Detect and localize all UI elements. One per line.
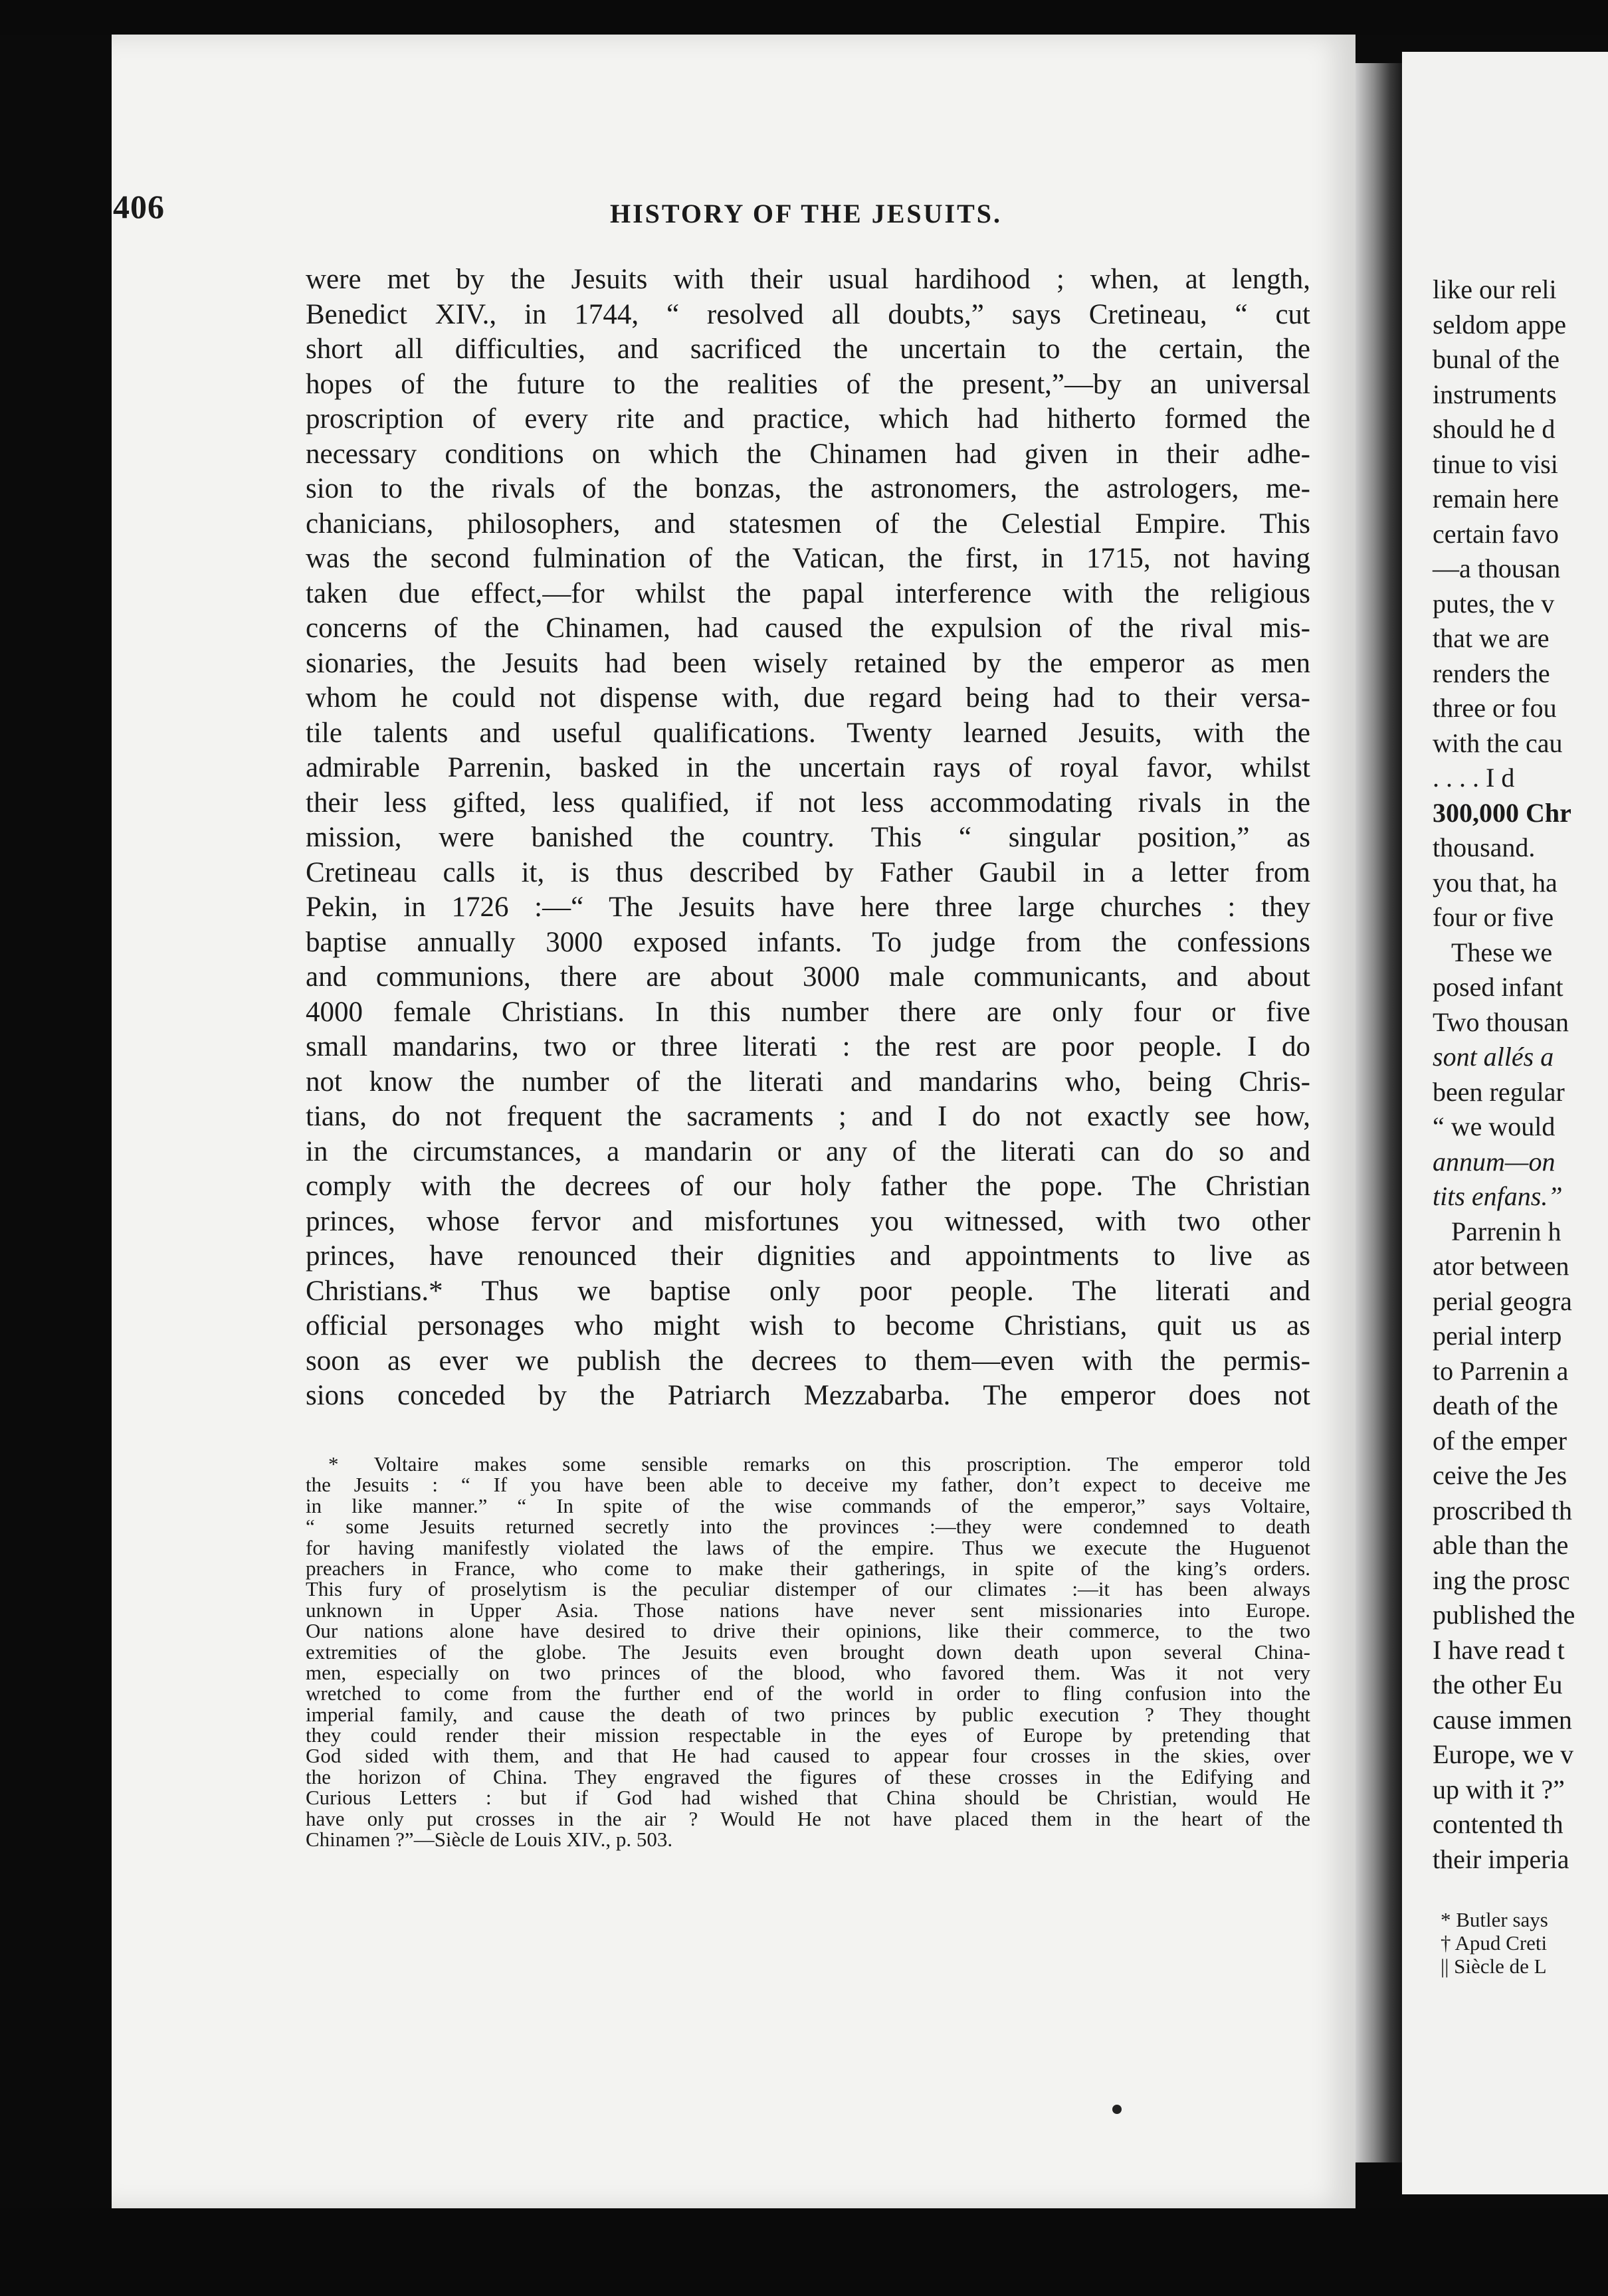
- footnote-line: men, especially on two princes of the blood, who favored them. Was it not very: [306, 1660, 1310, 1684]
- body-line: their less gifted, less qualified, if not less accommodating rivals in the: [306, 787, 1310, 818]
- facing-line: been regular: [1433, 1076, 1565, 1107]
- body-line: tians, do not frequent the sacraments ; and I do not exactly see how,: [306, 1101, 1310, 1132]
- footnote-line: unknown in Upper Asia. Those nations have never sent missionaries into Europe.: [306, 1598, 1310, 1622]
- facing-line: up with it ?”: [1433, 1774, 1565, 1804]
- body-line: 4000 female Christians. In this number there are only four or five: [306, 996, 1310, 1028]
- body-line: chanicians, philosophers, and statesmen of the Celestial Empire. This: [306, 508, 1310, 539]
- body-line: sions conceded by the Patriarch Mezzabarba. The emperor does not: [306, 1380, 1310, 1411]
- footnote-line: * Voltaire makes some sensible remarks on this proscription. The emperor told: [328, 1452, 1310, 1476]
- facing-line: renders the: [1433, 658, 1550, 688]
- facing-page-footnotes: [1441, 1908, 1548, 1978]
- facing-line: ing the prosc: [1433, 1565, 1570, 1595]
- footnote-line: have only put crosses in the air ? Would He not have placed them in the heart of the: [306, 1806, 1310, 1830]
- running-head: HISTORY OF THE JESUITS.: [610, 199, 1002, 229]
- facing-line: of the emper: [1433, 1425, 1567, 1456]
- facing-line: Two thousan: [1433, 1006, 1569, 1037]
- body-line: Benedict XIV., in 1744, “ resolved all doubts,” says Cretineau, “ cut: [306, 298, 1310, 330]
- body-line: mission, were banished the country. This “ singular position,” as: [306, 822, 1310, 853]
- facing-line: cause immen: [1433, 1704, 1572, 1735]
- scan-border-top: [0, 0, 1608, 35]
- body-line: Pekin, in 1726 :—“ The Jesuits have here three large churches : they: [306, 892, 1310, 923]
- page-number: 406: [113, 188, 165, 225]
- body-line: comply with the decrees of our holy father the pope. The Christian: [306, 1171, 1310, 1202]
- facing-line: —a thousan: [1433, 553, 1561, 583]
- body-line: sionaries, the Jesuits had been wisely retained by the emperor as men: [306, 647, 1310, 679]
- footnote-line: “ some Jesuits returned secretly into the provinces :—they were condemned to death: [306, 1515, 1310, 1539]
- footnote-line: in like manner.” “ In spite of the wise commands of the emperor,” says Voltaire,: [306, 1493, 1310, 1517]
- facing-line: ator between: [1433, 1251, 1569, 1281]
- footnote-line: This fury of proselytism is the peculiar distemper of our climates :—it has been always: [306, 1577, 1310, 1601]
- facing-footnote-line: || Siècle de L: [1441, 1955, 1547, 1978]
- body-line: were met by the Jesuits with their usual hardihood ; when, at length,: [306, 264, 1310, 295]
- body-line: taken due effect,—for whilst the papal interference with the religious: [306, 577, 1310, 609]
- footnote-line: Curious Letters : but if God had wished that China should be Christian, would He: [306, 1786, 1310, 1810]
- facing-line: instruments: [1433, 379, 1557, 409]
- facing-line: posed infant: [1433, 972, 1563, 1002]
- footnote-line: Our nations alone have desired to drive their opinions, like their commerce, to the two: [306, 1619, 1310, 1643]
- facing-line: remain here: [1433, 484, 1559, 514]
- facing-line: sont allés a: [1433, 1042, 1554, 1072]
- facing-line: the other Eu: [1433, 1670, 1563, 1699]
- facing-line: perial interp: [1433, 1321, 1562, 1351]
- body-line: necessary conditions on which the Chinamen had given in their adhe-: [306, 438, 1310, 470]
- facing-line: published the: [1433, 1600, 1575, 1630]
- facing-line: Europe, we v: [1433, 1739, 1574, 1769]
- facing-line: you that, ha: [1433, 867, 1558, 898]
- body-line: princes, whose fervor and misfortunes you witnessed, with two other: [306, 1205, 1310, 1237]
- facing-footnote-line: † Apud Creti: [1441, 1931, 1548, 1955]
- facing-line: certain favo: [1433, 518, 1559, 549]
- facing-line: like our reli: [1433, 274, 1557, 304]
- footnote-line: Chinamen ?”—Siècle de Louis XIV., p. 503.: [306, 1828, 673, 1852]
- body-line: admirable Parrenin, basked in the uncertain rays of royal favor, whilst: [306, 752, 1310, 783]
- facing-line: able than the: [1433, 1530, 1569, 1560]
- facing-line: tinue to visi: [1433, 448, 1558, 479]
- body-line: in the circumstances, a mandarin or any of the literati can do so and: [306, 1135, 1310, 1167]
- facing-line: tits enfans.”: [1433, 1181, 1563, 1211]
- facing-line: thousand.: [1433, 832, 1536, 862]
- facing-line: ceive the Jes: [1433, 1460, 1567, 1490]
- footnote-line: they could render their mission respectable in the eyes of Europe by pretending that: [306, 1723, 1310, 1747]
- facing-line: I have read t: [1433, 1634, 1565, 1665]
- facing-line: to Parrenin a: [1433, 1355, 1569, 1386]
- body-line: hopes of the future to the realities of the present,”—by an universal: [306, 368, 1310, 400]
- facing-line: putes, the v: [1433, 588, 1555, 619]
- body-line: sion to the rivals of the bonzas, the astronomers, the astrologers, me-: [306, 473, 1310, 504]
- facing-footnote-line: * Butler says: [1441, 1908, 1548, 1931]
- body-line: not know the number of the literati and mandarins who, being Chris-: [306, 1066, 1310, 1098]
- footnote-line: preachers in France, who come to make their gatherings, in spite of the king’s orders.: [306, 1556, 1310, 1580]
- footnote-line: imperial family, and cause the death of two princes by public execution ? They thought: [306, 1702, 1310, 1726]
- facing-line: four or five: [1433, 902, 1554, 932]
- book-gutter: [1356, 63, 1402, 2162]
- facing-line: annum—on: [1433, 1146, 1556, 1177]
- footnote: [306, 1454, 1310, 1850]
- scan-border-bottom: [0, 2208, 1608, 2296]
- body-line: princes, have renounced their dignities and appointments to live as: [306, 1240, 1310, 1272]
- facing-line: proscribed th: [1433, 1495, 1572, 1525]
- body-line: Cretineau calls it, is thus described by Father Gaubil in a letter from: [306, 856, 1310, 888]
- body-line: was the second fulmination of the Vatican, the first, in 1715, not having: [306, 543, 1310, 574]
- footnote-line: the horizon of China. They engraved the figures of these crosses in the Edifying and: [306, 1765, 1310, 1788]
- facing-line: Parrenin h: [1451, 1216, 1561, 1246]
- body-line: and communions, there are about 3000 male communicants, and about: [306, 961, 1310, 993]
- body-line: baptise annually 3000 exposed infants. To judge from the confessions: [306, 926, 1310, 958]
- facing-line: bunal of the: [1433, 344, 1560, 374]
- body-line: concerns of the Chinamen, had caused the expulsion of the rival mis-: [306, 613, 1310, 644]
- body-line: small mandarins, two or three literati : the rest are poor people. I do: [306, 1031, 1310, 1062]
- facing-line: that we are: [1433, 623, 1550, 653]
- body-line: whom he could not dispense with, due regard being had to their versa-: [306, 682, 1310, 714]
- footnote-line: for having manifestly violated the laws of the empire. Thus we execute the Huguenot: [306, 1535, 1310, 1559]
- body-line: proscription of every rite and practice, which had hitherto formed the: [306, 403, 1310, 434]
- body-text: [306, 262, 1310, 1414]
- footnote-line: the Jesuits : “ If you have been able to deceive my father, don’t expect to deceive me: [306, 1473, 1310, 1497]
- body-line: official personages who might wish to become Christians, quit us as: [306, 1310, 1310, 1341]
- facing-line: seldom appe: [1433, 309, 1567, 339]
- facing-line: . . . . I d: [1433, 763, 1515, 793]
- facing-line: should he d: [1433, 414, 1556, 444]
- ink-speck: [1112, 2105, 1122, 2114]
- facing-page-text: [1433, 272, 1608, 1877]
- footnote-line: God sided with them, and that He had caused to appear four crosses in the skies, over: [306, 1744, 1310, 1768]
- footnote-line: extremities of the globe. The Jesuits even brought down death upon several China-: [306, 1640, 1310, 1664]
- facing-line: “ we would: [1433, 1111, 1556, 1141]
- facing-line: 300,000 Chr: [1433, 797, 1571, 828]
- facing-line: their imperia: [1433, 1844, 1569, 1874]
- facing-line: These we: [1451, 937, 1553, 967]
- facing-line: three or fou: [1433, 693, 1557, 723]
- body-line: soon as ever we publish the decrees to them—even with the permis-: [306, 1345, 1310, 1377]
- facing-line: contented th: [1433, 1809, 1563, 1839]
- facing-line: death of the: [1433, 1390, 1558, 1420]
- body-line: tile talents and useful qualifications. Twenty learned Jesuits, with the: [306, 717, 1310, 749]
- facing-line: perial geogra: [1433, 1286, 1572, 1316]
- facing-line: with the cau: [1433, 727, 1563, 758]
- body-line: short all difficulties, and sacrificed the uncertain to the certain, the: [306, 334, 1310, 365]
- footnote-line: wretched to come from the further end of the world in order to fling confusion into the: [306, 1681, 1310, 1705]
- body-line: Christians.* Thus we baptise only poor people. The literati and: [306, 1275, 1310, 1307]
